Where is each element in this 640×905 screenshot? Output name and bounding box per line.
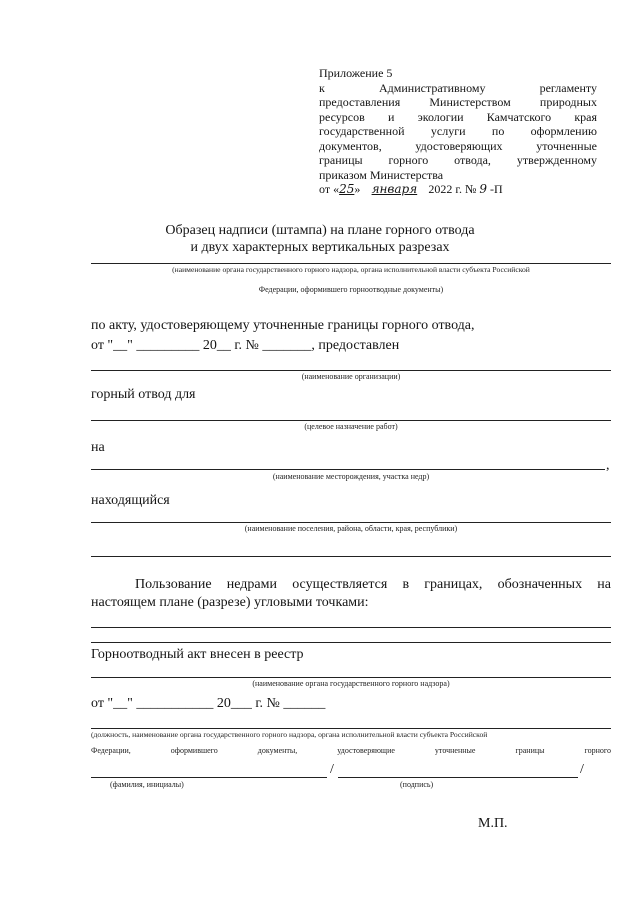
date-mid: »	[354, 182, 361, 196]
caption-word: границы	[515, 746, 545, 755]
caption-word: уточненные	[434, 746, 476, 755]
position-fill-line	[91, 728, 611, 729]
caption-authority-1: (наименование органа государственного горного надзора, органа исполнительной власти субъекта Российской	[172, 265, 530, 274]
signature-fill-line	[338, 777, 578, 778]
caption-organization: (наименование организации)	[301, 372, 401, 381]
registry-label: Горноотводный акт внесен в реестр	[91, 647, 304, 662]
purpose-fill-line	[91, 420, 611, 421]
date-day: 25	[339, 182, 355, 196]
appendix-line: границы горного отвода, утвержденному	[319, 153, 597, 167]
date-suffix: -П	[487, 182, 503, 196]
title-line-1: Образец надписи (штампа) на плане горного отвода	[165, 223, 475, 238]
date-month: января	[371, 182, 418, 196]
appendix-last-line: приказом Министерства	[319, 167, 444, 182]
slash-left: /	[330, 762, 334, 777]
name-fill-line	[91, 777, 327, 778]
caption-supervision: (наименование органа государственного горного надзора)	[252, 679, 450, 688]
deposit-comma: ,	[606, 458, 610, 473]
caption-word: Федерации,	[91, 746, 131, 755]
document-title	[0, 222, 640, 256]
appendix-block	[319, 66, 597, 197]
usage-line-1: Пользование недрами осуществляется в границах, обозначенных на	[135, 577, 611, 592]
caption-position-1: (должность, наименование органа государственного горного надзора, органа исполнительной власти субъекта Российской	[91, 730, 488, 739]
appendix-word-regulation: регламенту	[539, 80, 597, 95]
appendix-title: Приложение 5	[319, 66, 393, 80]
corner-points-line-2	[91, 642, 611, 643]
title-line-2: и двух характерных вертикальных разрезах	[190, 240, 450, 255]
organization-fill-line	[91, 370, 611, 371]
slash-right: /	[580, 762, 584, 777]
deposit-fill-line	[91, 469, 605, 470]
caption-word: документы,	[257, 746, 298, 755]
located-label: находящийся	[91, 493, 170, 508]
appendix-date	[319, 182, 597, 197]
stamp-place: М.П.	[478, 816, 508, 831]
appendix-line: ресурсов и экологии Камчатского края	[319, 109, 597, 124]
authority-fill-line	[91, 263, 611, 264]
act-text: по акту, удостоверяющему уточненные границы горного отвода,	[91, 318, 475, 333]
date-year: 2022 г. №	[425, 182, 480, 196]
location-fill-line-2	[91, 556, 611, 557]
appendix-word-administrative: Административному	[378, 80, 486, 95]
caption-purpose: (целевое назначение работ)	[304, 422, 398, 431]
act-from-line: от "__" _________ 20__ г. № _______, предоставлен	[91, 338, 400, 353]
usage-line-2: настоящем плане (разрезе) угловыми точками:	[91, 595, 369, 610]
date-number: 9	[479, 182, 488, 196]
date-prefix: от «	[319, 182, 340, 196]
appendix-line: государственной услуги по оформлению	[319, 124, 597, 138]
on-label: на	[91, 440, 105, 455]
location-fill-line	[91, 522, 611, 523]
corner-points-line-1	[91, 627, 611, 628]
caption-authority-2: Федерации, оформившего горноотводные документы)	[258, 285, 444, 294]
appendix-line-1	[319, 81, 597, 96]
caption-location: (наименование поселения, района, области, края, республики)	[244, 524, 458, 533]
appendix-line: предоставления Министерством природных	[319, 95, 597, 109]
registry-from-line: от "__" ___________ 20___ г. № ______	[91, 696, 326, 711]
supervision-fill-line	[91, 677, 611, 678]
caption-word: горного	[584, 746, 611, 755]
appendix-word-k: к	[319, 80, 325, 95]
caption-word: оформившего	[170, 746, 218, 755]
mining-for-label: горный отвод для	[91, 387, 196, 402]
caption-word: удостоверяющие	[337, 746, 395, 755]
caption-name: (фамилия, инициалы)	[110, 780, 184, 789]
caption-signature: (подпись)	[400, 780, 434, 789]
caption-deposit: (наименование месторождения, участка недр)	[272, 472, 430, 481]
caption-position-2	[91, 746, 611, 755]
appendix-line: документов, удостоверяющих уточненные	[319, 138, 597, 153]
